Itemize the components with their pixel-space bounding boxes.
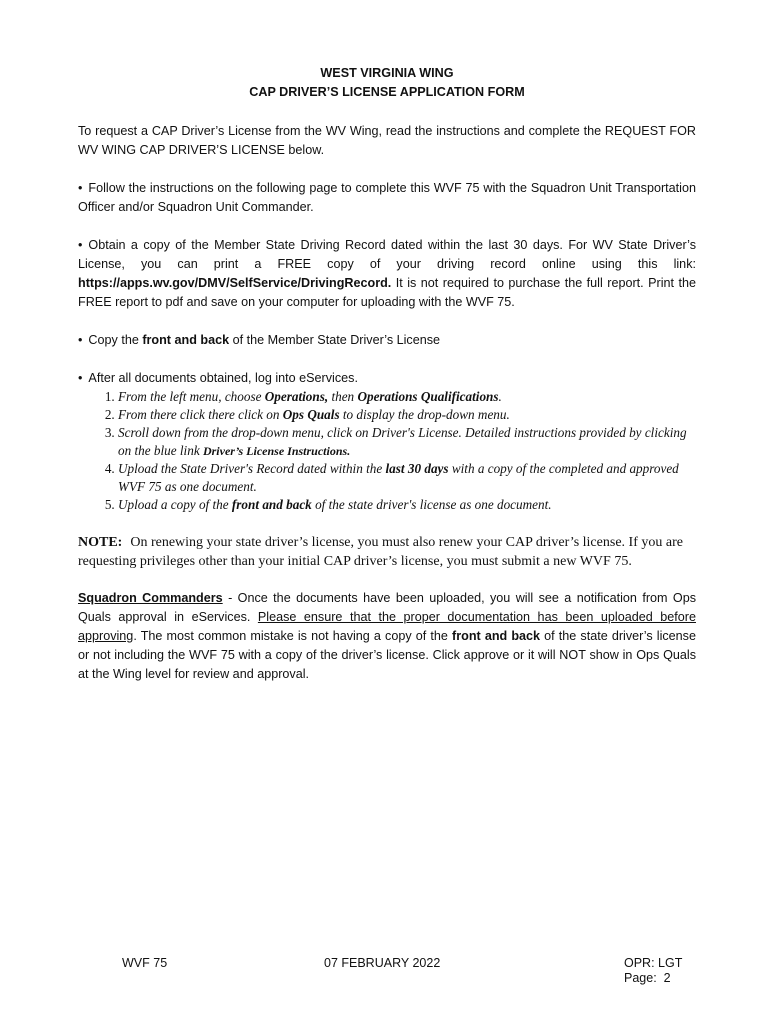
- step-3: 3. Scroll down from the drop-down menu, click on Driver's License. Detailed instructions provided by clicking on the blue link Driver’s License Instructions.: [118, 424, 696, 460]
- note-text: On renewing your state driver’s license, you must also renew your CAP driver’s license. If you are requesting privileges other than your initial CAP driver’s license, you must submit a new WVF 75.: [78, 535, 683, 569]
- bullet-eservices: • After all documents obtained, log into eServices.: [78, 371, 358, 385]
- footer-form-number: WVF 75: [122, 956, 168, 970]
- document-page: [78, 64, 696, 684]
- footer-date: 07 FEBRUARY 2022: [324, 956, 441, 970]
- step-1: 1. From the left menu, choose Operations, then Operations Qualifications.: [118, 388, 696, 406]
- copy-license-text: Copy the: [88, 333, 143, 347]
- commanders-warning: Please ensure that the proper documentation has been uploaded before approving: [78, 610, 696, 643]
- footer-opr-page: [624, 956, 682, 986]
- steps-block: [78, 369, 696, 514]
- step-2: 2. From there click there click on Ops Quals to display the drop-down menu.: [118, 406, 696, 424]
- footer-opr: OPR: LGT: [624, 956, 683, 970]
- intro-paragraph: To request a CAP Driver’s License from the WV Wing, read the instructions and complete the REQUEST FOR WV WING CAP DRIVER’S LICENSE below.: [78, 124, 696, 157]
- bullet-instructions: • Follow the instructions on the following page to complete this WVF 75 with the Squadron Unit Transportation Officer and/or Squadron Unit Commander.: [78, 181, 696, 214]
- bullet-copy-license: • Copy the front and back of the Member State Driver’s License: [78, 333, 441, 347]
- driving-record-text-after: It is not required to purchase the full report. Print the FREE report to pdf and save on your computer for uploading with the WVF 75.: [78, 276, 696, 309]
- step-5: 5. Upload a copy of the front and back of the state driver's license as one document.: [118, 496, 696, 514]
- footer-page-number: Page: 2: [624, 971, 671, 985]
- commanders-label: Squadron Commanders: [78, 591, 223, 605]
- eservices-text: After all documents obtained, log into eServices.: [88, 371, 358, 385]
- license-instructions-link[interactable]: Driver’s License Instructions.: [202, 444, 351, 458]
- copy-license-bold: front and back: [142, 333, 230, 347]
- bullet-instructions-text: Follow the instructions on the following page to complete this WVF 75 with the Squadron Unit Transportation Officer and/or Squadron Unit Commander.: [78, 181, 696, 214]
- page-title: [78, 64, 696, 102]
- driving-record-text: Obtain a copy of the Member State Driving Record dated within the last 30 days. For WV State Driver’s License, you can print a FREE copy of your driving record online using this link:: [78, 238, 696, 271]
- title-line-2: CAP DRIVER’S LICENSE APPLICATION FORM: [249, 85, 525, 99]
- step-4: 4. Upload the State Driver's Record dated within the last 30 days with a copy of the completed and approved WVF 75 as one document.: [118, 460, 696, 496]
- commanders-paragraph: Squadron Commanders - Once the documents have been uploaded, you will see a notification from Ops Quals approval in eServices. Please ensure that the proper documentation has been uploaded before approving. The most common mistake is not having a copy of the front and back of the state driver’s license or not including the WVF 75 with a copy of the driver’s license. Click approve or it will NOT show in Ops Quals at the Wing level for review and approval.: [78, 591, 697, 681]
- driving-record-link[interactable]: https://apps.wv.gov/DMV/SelfService/DrivingRecord.: [78, 276, 392, 290]
- bullet-driving-record: • Obtain a copy of the Member State Driving Record dated within the last 30 days. For WV State Driver’s License, you can print a FREE copy of your driving record online using this link: https://apps.wv.gov/DMV/SelfService/DrivingRecord. It is not required to purchase the full report. Print the FREE report to pdf and save on your computer for uploading with the WVF 75.: [78, 238, 696, 309]
- title-line-1: WEST VIRGINIA WING: [320, 66, 454, 80]
- steps-list: [78, 388, 696, 514]
- copy-license-text-after: of the Member State Driver’s License: [229, 333, 441, 347]
- note-label: NOTE:: [78, 535, 123, 550]
- note-paragraph: [78, 534, 696, 571]
